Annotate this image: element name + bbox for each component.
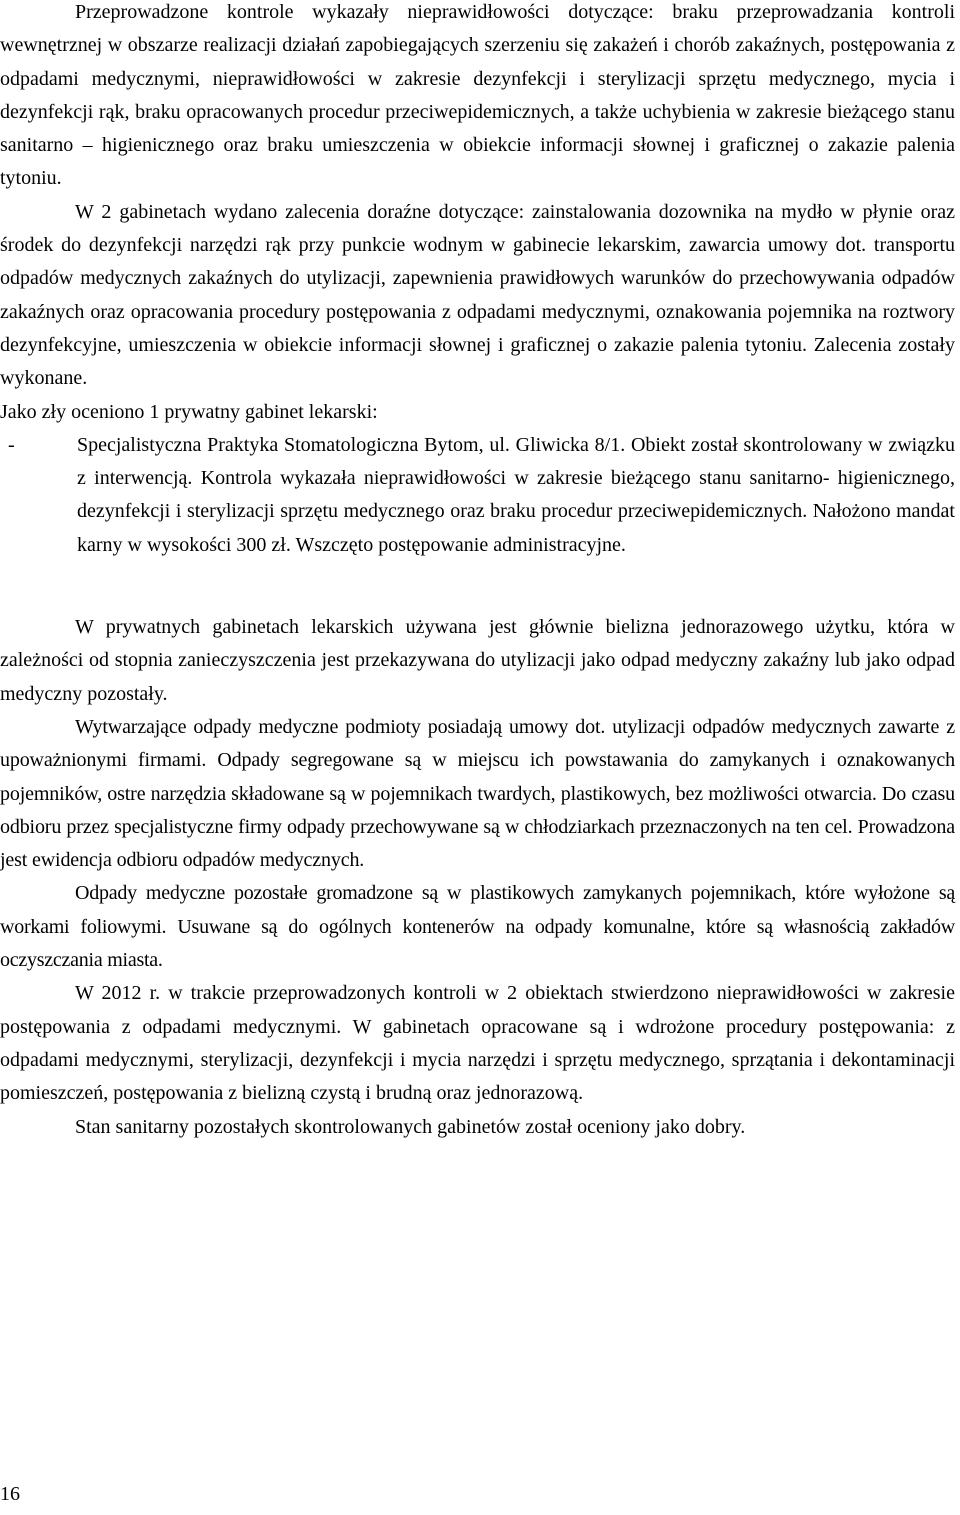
section-spacer: [0, 562, 955, 611]
page-number: 16: [0, 1483, 20, 1505]
list-item-text: Specjalistyczna Praktyka Stomatologiczna Bytom, ul. Gliwicka 8/1. Obiekt został skontrolowany w związku z interwencją. Kontrola wykazała nieprawidłowości w zakresie bieżącego stanu sanitarno- higienicznego, dezynfekcji i sterylizacji sprzętu medycznego oraz braku procedur przeciwepidemicznych. Nałożono mandat karny w wysokości 300 zł. Wszczęto postępowanie administracyjne.: [77, 433, 955, 556]
paragraph-control-findings: Przeprowadzone kontrole wykazały nieprawidłowości dotyczące: braku przeprowadzania kontroli wewnętrznej w obszarze realizacji działań zapobiegających szerzeniu się zakażeń i chorób zakaźnych, postępowania z odpadami medycznymi, nieprawidłowości w zakresie dezynfekcji i sterylizacji sprzętu medycznego, mycia i dezynfekcji rąk, braku opracowanych procedur przeciwepidemicznych, a także uchybienia w zakresie bieżącego stanu sanitarno – higienicznego oraz braku umieszczenia w obiekcie informacji słownej i graficznej o zakazie palenia tytoniu.: [0, 1, 955, 190]
paragraph-disposable-linen: W prywatnych gabinetach lekarskich używana jest głównie bielizna jednorazowego użytku, która w zależności od stopnia zanieczyszczenia jest przekazywana do utylizacji jako odpad medyczny zakaźny lub jako odpad medyczny pozostały.: [0, 616, 955, 705]
paragraph-waste-contracts: Wytwarzające odpady medyczne podmioty posiadają umowy dot. utylizacji odpadów medycznych zawarte z upoważnionymi firmami. Odpady segregowane są w miejscu ich powstawania do zamykanych i oznakowanych pojemników, ostre narzędzia składowane są w pojemnikach twardych, plastikowych, bez możliwości otwarcia. Do czasu odbioru przez specjalistyczne firmy odpady przechowywane są w chłodziarkach przeznaczonych na ten cel. Prowadzona jest ewidencja odbioru odpadów medycznych.: [0, 715, 955, 872]
paragraph-sanitary-state: Stan sanitarny pozostałych skontrolowanych gabinetów został oceniony jako dobry.: [75, 1115, 746, 1138]
paragraph-other-waste: Odpady medyczne pozostałe gromadzone są w plastikowych zamykanych pojemnikach, które wyłożone są workami foliowymi. Usuwane są do ogólnych kontenerów na odpady komunalne, które są własnością zakładów oczyszczania miasta.: [0, 882, 955, 972]
paragraph-poor-rating-intro: Jako zły oceniono 1 prywatny gabinet lekarski:: [0, 400, 378, 423]
paragraph-recommendations: W 2 gabinetach wydano zalecenia doraźne dotyczące: zainstalowania dozownika na mydło w płynie oraz środek do dezynfekcji narzędzi rąk przy punkcie wodnym w gabinecie lekarskim, zawarcia umowy dot. transportu odpadów medycznych zakaźnych do utylizacji, zapewnienia prawidłowych warunków do przechowywania odpadów zakaźnych oraz opracowania procedury postępowania z odpadami medycznymi, oznakowania pojemnika na roztwory dezynfekcyjne, umieszczenia w obiekcie informacji słownej i graficznej o zakazie palenia tytoniu. Zalecenia zostały wykonane.: [0, 200, 955, 390]
poor-rated-clinic-list: [0, 429, 955, 562]
paragraph-2012-controls: W 2012 r. w trakcie przeprowadzonych kontroli w 2 obiektach stwierdzono nieprawidłowości w zakresie postępowania z odpadami medycznymi. W gabinetach opracowane są i wdrożone procedury postępowania: z odpadami medycznymi, sterylizacji, dezynfekcji i mycia narzędzi i sprzętu medycznego, sprzątania i dekontaminacji pomieszczeń, postępowania z bielizną czystą i brudną oraz jednorazową.: [0, 982, 955, 1105]
list-marker: -: [8, 433, 15, 456]
list-item: [0, 429, 955, 562]
